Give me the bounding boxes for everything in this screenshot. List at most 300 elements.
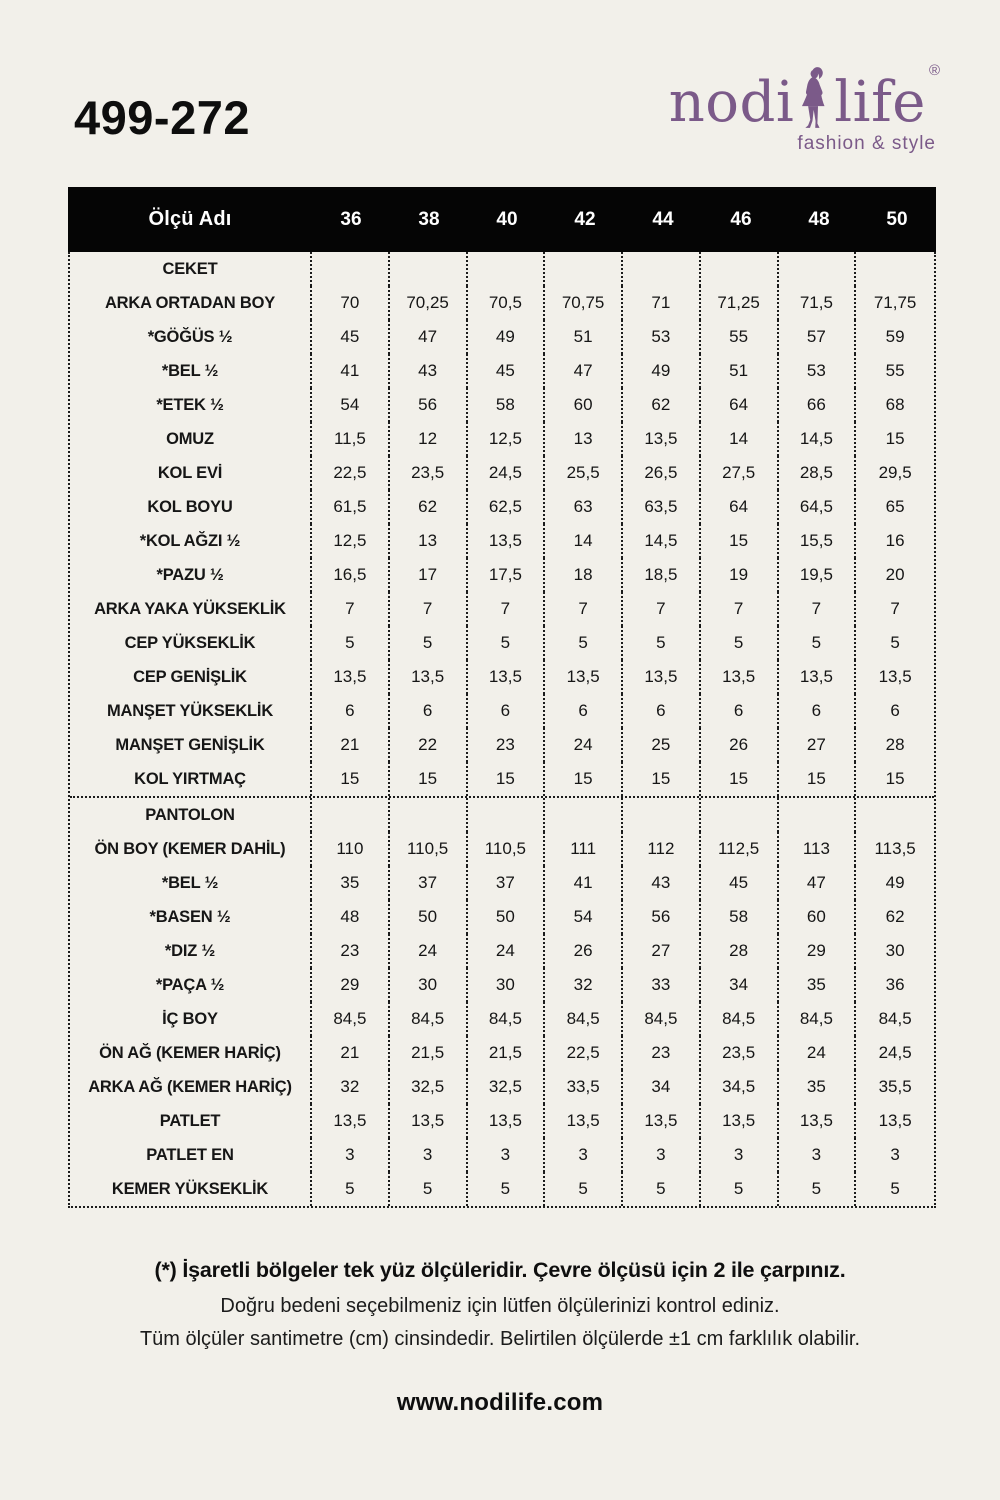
- cell-value: 24,5: [468, 456, 546, 490]
- cell-value: 110,5: [390, 832, 468, 866]
- cell-value: 60: [545, 388, 623, 422]
- cell-value: 71,75: [873, 293, 917, 312]
- cell-value: 5: [701, 1172, 779, 1206]
- table-row: [70, 1070, 934, 1104]
- cell-value: 15: [779, 762, 857, 796]
- cell-value: 3: [390, 1138, 468, 1172]
- cell-value: 23,5: [701, 1036, 779, 1070]
- cell-value: 23: [312, 934, 390, 968]
- cell-value: 28,5: [779, 456, 857, 490]
- cell-value: 6: [779, 694, 857, 728]
- cell-value: 70,75: [545, 286, 623, 320]
- cell-value: 15: [390, 762, 468, 796]
- cell-value: 13,5: [701, 660, 779, 694]
- cell-value: 15: [312, 762, 390, 796]
- cell-value: 63: [545, 490, 623, 524]
- cell-value: 64: [701, 388, 779, 422]
- cell-value: 13,5: [468, 1104, 546, 1138]
- cell-value: 43: [623, 866, 701, 900]
- cell-value: 13,5: [390, 660, 468, 694]
- cell-value: 23,5: [390, 456, 468, 490]
- cell-value: 33: [623, 968, 701, 1002]
- cell-value: 6: [545, 694, 623, 728]
- cell-value: 22,5: [312, 456, 390, 490]
- row-label: *BEL ½: [70, 354, 312, 388]
- cell-value: 14,5: [779, 422, 857, 456]
- table-row: [70, 1104, 934, 1138]
- cell-value: 21,5: [390, 1036, 468, 1070]
- table-row: [70, 1138, 934, 1172]
- cell-value: 13,5: [623, 422, 701, 456]
- cell-value: 51: [545, 320, 623, 354]
- cell-value: 13,5: [701, 1104, 779, 1138]
- table-row: [70, 286, 934, 320]
- cell-value: 25,5: [545, 456, 623, 490]
- cell-value: 6: [390, 694, 468, 728]
- cell-value: 110,5: [468, 832, 546, 866]
- row-label: KOL YIRTMAÇ: [70, 762, 312, 796]
- cell-value: [312, 252, 390, 286]
- cell-value: 6: [701, 694, 779, 728]
- cell-value: 58: [468, 388, 546, 422]
- cell-value: [468, 252, 546, 286]
- cell-value: 35: [779, 968, 857, 1002]
- cell-value: 70,25: [390, 286, 468, 320]
- cell-value: 47: [545, 354, 623, 388]
- footnote-asterisk: (*) İşaretli bölgeler tek yüz ölçüleridir. Çevre ölçüsü için 2 ile çarpınız.: [154, 1258, 846, 1282]
- table-row: [70, 728, 934, 762]
- cell-value: 5: [312, 626, 390, 660]
- cell-value: 29: [779, 934, 857, 968]
- cell-value: 48: [312, 900, 390, 934]
- logo-text-nodi: nodi: [668, 69, 795, 135]
- cell-value: 21,5: [468, 1036, 546, 1070]
- cell-value: 27: [779, 728, 857, 762]
- registered-trademark-icon: ®: [928, 62, 940, 79]
- footnote-units: Tüm ölçüler santimetre (cm) cinsindedir. Belirtilen ölçülerde ±1 cm farklılık olabilir.: [139, 1328, 861, 1350]
- row-label: İÇ BOY: [70, 1002, 312, 1036]
- cell-value: 56: [390, 388, 468, 422]
- cell-value: 13,5: [545, 1104, 623, 1138]
- cell-value: 26: [701, 728, 779, 762]
- cell-value: 55: [885, 361, 905, 380]
- cell-value: 14: [701, 422, 779, 456]
- cell-value: 28: [701, 934, 779, 968]
- cell-value: [623, 252, 701, 286]
- cell-value: 60: [779, 900, 857, 934]
- footnotes: [0, 1258, 1000, 1351]
- cell-value: 66: [779, 388, 857, 422]
- cell-value: 112,5: [701, 832, 779, 866]
- cell-value: 32: [312, 1070, 390, 1104]
- measure-name-column-header: Ölçü Adı: [148, 208, 232, 230]
- cell-value: 64: [701, 490, 779, 524]
- cell-value: 24: [779, 1036, 857, 1070]
- cell-value: 7: [468, 592, 546, 626]
- row-label: PATLET: [70, 1104, 312, 1138]
- row-label: *GÖĞÜS ½: [70, 320, 312, 354]
- cell-value: 5: [468, 626, 546, 660]
- cell-value: 13,5: [779, 660, 857, 694]
- cell-value: 7: [623, 592, 701, 626]
- cell-value: 49: [623, 354, 701, 388]
- cell-value: 30: [885, 941, 905, 960]
- cell-value: 110: [312, 832, 390, 866]
- cell-value: 24: [390, 934, 468, 968]
- cell-value: 15: [701, 524, 779, 558]
- cell-value: 33,5: [545, 1070, 623, 1104]
- cell-value: 3: [545, 1138, 623, 1172]
- cell-value: 23: [468, 728, 546, 762]
- row-label: MANŞET GENİŞLİK: [70, 728, 312, 762]
- cell-value: 13,5: [390, 1104, 468, 1138]
- cell-value: 15: [701, 762, 779, 796]
- cell-value: 18,5: [623, 558, 701, 592]
- cell-value: 113,5: [874, 839, 916, 858]
- cell-value: 65: [885, 497, 905, 516]
- cell-value: 84,5: [878, 1009, 912, 1028]
- cell-value: 54: [545, 900, 623, 934]
- row-label: ÖN BOY (KEMER DAHİL): [70, 832, 312, 866]
- row-label: OMUZ: [70, 422, 312, 456]
- cell-value: 6: [890, 701, 900, 720]
- cell-value: 50: [390, 900, 468, 934]
- cell-value: 13,5: [779, 1104, 857, 1138]
- cell-value: 47: [390, 320, 468, 354]
- table-row: [70, 354, 934, 388]
- cell-value: 5: [468, 1172, 546, 1206]
- row-label: ARKA ORTADAN BOY: [70, 286, 312, 320]
- logo-text-life: life: [834, 69, 926, 135]
- table-row: [70, 1172, 934, 1206]
- cell-value: 5: [390, 1172, 468, 1206]
- cell-value: 22,5: [545, 1036, 623, 1070]
- cell-value: 70: [312, 286, 390, 320]
- cell-value: 34,5: [701, 1070, 779, 1104]
- cell-value: 56: [623, 900, 701, 934]
- cell-value: 57: [779, 320, 857, 354]
- cell-value: 27,5: [701, 456, 779, 490]
- cell-value: 7: [701, 592, 779, 626]
- table-row: [70, 422, 934, 456]
- cell-value: 6: [312, 694, 390, 728]
- cell-value: 24: [545, 728, 623, 762]
- cell-value: 22: [390, 728, 468, 762]
- cell-value: 112: [623, 832, 701, 866]
- cell-value: 3: [468, 1138, 546, 1172]
- cell-value: 84,5: [468, 1002, 546, 1036]
- cell-value: 62,5: [468, 490, 546, 524]
- cell-value: 84,5: [390, 1002, 468, 1036]
- cell-value: 5: [545, 626, 623, 660]
- cell-value: 3: [623, 1138, 701, 1172]
- nodilife-logo: [650, 62, 940, 155]
- cell-value: 7: [390, 592, 468, 626]
- row-label: CEP GENİŞLİK: [70, 660, 312, 694]
- cell-value: [701, 798, 779, 832]
- cell-value: 13: [390, 524, 468, 558]
- cell-value: 30: [468, 968, 546, 1002]
- table-row: [70, 1002, 934, 1036]
- cell-value: 84,5: [701, 1002, 779, 1036]
- row-label: ÖN AĞ (KEMER HARİÇ): [70, 1036, 312, 1070]
- cell-value: 15: [468, 762, 546, 796]
- logo-wordmark: [650, 62, 940, 135]
- cell-value: [779, 798, 857, 832]
- cell-value: 30: [390, 968, 468, 1002]
- page-header: [0, 0, 1000, 155]
- product-code: 499-272: [74, 91, 250, 144]
- cell-value: 49: [468, 320, 546, 354]
- row-label: ARKA AĞ (KEMER HARİÇ): [70, 1070, 312, 1104]
- row-label: *BASEN ½: [70, 900, 312, 934]
- cell-value: 17,5: [468, 558, 546, 592]
- cell-value: 32,5: [390, 1070, 468, 1104]
- cell-value: 13: [545, 422, 623, 456]
- cell-value: 64,5: [779, 490, 857, 524]
- cell-value: 84,5: [623, 1002, 701, 1036]
- cell-value: 21: [312, 728, 390, 762]
- table-row: [70, 626, 934, 660]
- cell-value: 35,5: [878, 1077, 912, 1096]
- woman-silhouette-icon: [796, 66, 832, 134]
- cell-value: 11,5: [312, 422, 390, 456]
- row-label: *PAZU ½: [70, 558, 312, 592]
- table-row: [70, 320, 934, 354]
- cell-value: [701, 252, 779, 286]
- cell-value: 25: [623, 728, 701, 762]
- cell-value: 23: [623, 1036, 701, 1070]
- cell-value: 3: [779, 1138, 857, 1172]
- size-column-header: 40: [496, 208, 518, 230]
- cell-value: 5: [779, 626, 857, 660]
- website-url: www.nodilife.com: [396, 1389, 604, 1416]
- cell-value: 45: [312, 320, 390, 354]
- cell-value: 3: [701, 1138, 779, 1172]
- cell-value: 28: [885, 735, 905, 754]
- cell-value: 16: [885, 531, 905, 550]
- cell-value: 16,5: [312, 558, 390, 592]
- cell-value: [390, 252, 468, 286]
- cell-value: 41: [545, 866, 623, 900]
- row-label: KOL BOYU: [70, 490, 312, 524]
- cell-value: 68: [885, 395, 905, 414]
- cell-value: 41: [312, 354, 390, 388]
- cell-value: 13,5: [468, 660, 546, 694]
- cell-value: 19: [701, 558, 779, 592]
- cell-value: 50: [468, 900, 546, 934]
- cell-value: 36: [885, 975, 905, 994]
- cell-value: 71,25: [701, 286, 779, 320]
- cell-value: 58: [701, 900, 779, 934]
- cell-value: 12,5: [468, 422, 546, 456]
- cell-value: 7: [779, 592, 857, 626]
- cell-value: 71,5: [779, 286, 857, 320]
- cell-value: 71: [623, 286, 701, 320]
- cell-value: 6: [468, 694, 546, 728]
- size-table: [68, 187, 936, 1208]
- cell-value: 84,5: [312, 1002, 390, 1036]
- row-label: MANŞET YÜKSEKLİK: [70, 694, 312, 728]
- size-table-header: [68, 187, 936, 252]
- cell-value: 14: [545, 524, 623, 558]
- table-row: [70, 832, 934, 866]
- cell-value: 43: [390, 354, 468, 388]
- table-row: [70, 694, 934, 728]
- cell-value: [856, 252, 934, 286]
- cell-value: 34: [623, 1070, 701, 1104]
- table-row: [70, 968, 934, 1002]
- size-column-header: 44: [652, 208, 674, 230]
- table-section: [70, 252, 934, 796]
- cell-value: 20: [885, 565, 905, 584]
- cell-value: [312, 798, 390, 832]
- cell-value: 5: [623, 1172, 701, 1206]
- cell-value: 3: [312, 1138, 390, 1172]
- cell-value: 32,5: [468, 1070, 546, 1104]
- section-title-row: [70, 252, 934, 286]
- cell-value: 5: [623, 626, 701, 660]
- size-column-header: 38: [418, 208, 440, 230]
- cell-value: 5: [545, 1172, 623, 1206]
- cell-value: 29: [312, 968, 390, 1002]
- cell-value: 61,5: [312, 490, 390, 524]
- cell-value: 5: [779, 1172, 857, 1206]
- cell-value: 62: [390, 490, 468, 524]
- table-row: [70, 592, 934, 626]
- cell-value: 34: [701, 968, 779, 1002]
- cell-value: 7: [890, 599, 900, 618]
- cell-value: 19,5: [779, 558, 857, 592]
- cell-value: 53: [779, 354, 857, 388]
- cell-value: 15: [623, 762, 701, 796]
- cell-value: 54: [312, 388, 390, 422]
- cell-value: 13,5: [878, 1111, 912, 1130]
- cell-value: 17: [390, 558, 468, 592]
- table-row: [70, 934, 934, 968]
- table-row: [70, 388, 934, 422]
- cell-value: [468, 798, 546, 832]
- cell-value: 5: [890, 633, 900, 652]
- cell-value: 51: [701, 354, 779, 388]
- cell-value: 111: [545, 832, 623, 866]
- cell-value: 13,5: [623, 1104, 701, 1138]
- cell-value: 55: [701, 320, 779, 354]
- cell-value: 14,5: [623, 524, 701, 558]
- section-title: PANTOLON: [70, 798, 312, 832]
- size-column-header: 42: [574, 208, 596, 230]
- cell-value: 5: [701, 626, 779, 660]
- cell-value: 37: [468, 866, 546, 900]
- cell-value: 24,5: [878, 1043, 912, 1062]
- cell-value: 59: [885, 327, 905, 346]
- table-row: [70, 660, 934, 694]
- cell-value: 45: [701, 866, 779, 900]
- cell-value: 18: [545, 558, 623, 592]
- cell-value: 70,5: [468, 286, 546, 320]
- cell-value: 84,5: [779, 1002, 857, 1036]
- cell-value: 21: [312, 1036, 390, 1070]
- section-title: CEKET: [70, 252, 312, 286]
- row-label: *PAÇA ½: [70, 968, 312, 1002]
- cell-value: 6: [623, 694, 701, 728]
- row-label: ARKA YAKA YÜKSEKLİK: [70, 592, 312, 626]
- size-column-header: 36: [340, 208, 362, 230]
- size-column-header: 48: [808, 208, 830, 230]
- cell-value: 12: [390, 422, 468, 456]
- cell-value: 84,5: [545, 1002, 623, 1036]
- cell-value: 26,5: [623, 456, 701, 490]
- table-row: [70, 866, 934, 900]
- cell-value: 13,5: [312, 660, 390, 694]
- table-row: [70, 524, 934, 558]
- cell-value: 24: [468, 934, 546, 968]
- size-column-header: 46: [730, 208, 752, 230]
- cell-value: 113: [779, 832, 857, 866]
- cell-value: 35: [312, 866, 390, 900]
- cell-value: 45: [468, 354, 546, 388]
- size-table-body: [68, 252, 936, 1208]
- row-label: *BEL ½: [70, 866, 312, 900]
- table-section: [70, 796, 934, 1206]
- row-label: CEP YÜKSEKLİK: [70, 626, 312, 660]
- cell-value: [545, 798, 623, 832]
- cell-value: 37: [390, 866, 468, 900]
- cell-value: 13,5: [545, 660, 623, 694]
- cell-value: 53: [623, 320, 701, 354]
- cell-value: [856, 798, 934, 832]
- cell-value: 13,5: [468, 524, 546, 558]
- cell-value: 15: [545, 762, 623, 796]
- table-row: [70, 1036, 934, 1070]
- cell-value: 15,5: [779, 524, 857, 558]
- row-label: *ETEK ½: [70, 388, 312, 422]
- logo-tagline: fashion & style: [797, 133, 936, 154]
- row-label: *KOL AĞZI ½: [70, 524, 312, 558]
- section-title-row: [70, 798, 934, 832]
- cell-value: [545, 252, 623, 286]
- row-label: KOL EVİ: [70, 456, 312, 490]
- cell-value: [779, 252, 857, 286]
- footnote-check-size: Doğru bedeni seçebilmeniz için lütfen ölçülerinizi kontrol ediniz.: [220, 1295, 780, 1317]
- cell-value: 27: [623, 934, 701, 968]
- table-row: [70, 456, 934, 490]
- cell-value: 13,5: [623, 660, 701, 694]
- size-column-header: 50: [886, 208, 908, 230]
- table-row: [70, 762, 934, 796]
- row-label: *DIZ ½: [70, 934, 312, 968]
- cell-value: [390, 798, 468, 832]
- row-label: PATLET EN: [70, 1138, 312, 1172]
- row-label: KEMER YÜKSEKLİK: [70, 1172, 312, 1206]
- cell-value: 7: [312, 592, 390, 626]
- table-row: [70, 490, 934, 524]
- cell-value: 15: [885, 429, 905, 448]
- cell-value: 3: [890, 1145, 900, 1164]
- cell-value: 12,5: [312, 524, 390, 558]
- cell-value: 5: [312, 1172, 390, 1206]
- table-row: [70, 900, 934, 934]
- cell-value: 13,5: [312, 1104, 390, 1138]
- cell-value: 7: [545, 592, 623, 626]
- cell-value: 15: [885, 769, 905, 788]
- cell-value: 62: [885, 907, 905, 926]
- cell-value: 49: [885, 873, 905, 892]
- cell-value: 5: [390, 626, 468, 660]
- cell-value: 13,5: [878, 667, 912, 686]
- cell-value: [623, 798, 701, 832]
- cell-value: 47: [779, 866, 857, 900]
